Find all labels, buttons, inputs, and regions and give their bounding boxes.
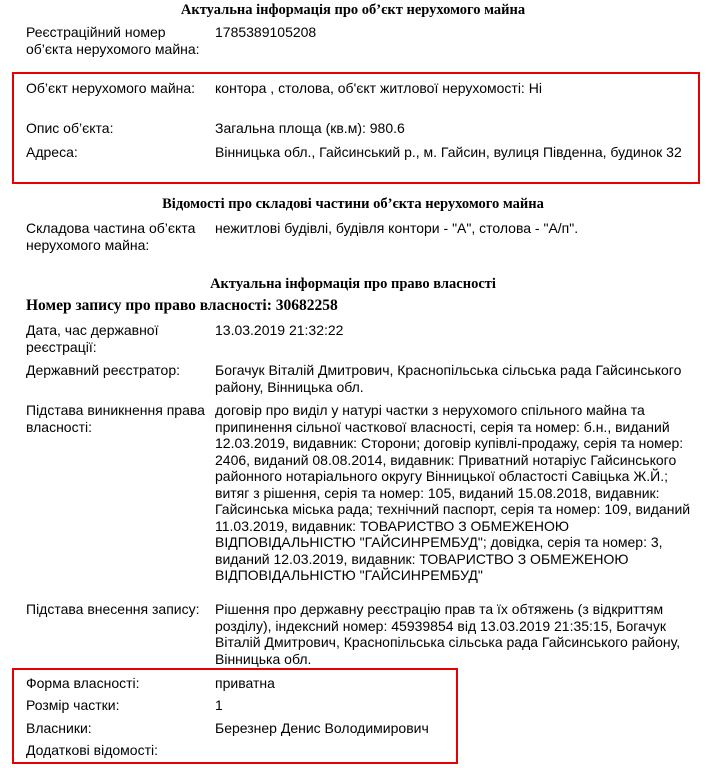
entry-basis-value: Рішення про державну реєстрацію прав та їх обтяжень (з відкриттям розділу), індексний номер: 45939854 від 13.03.2019 21:35:15, Богачук Віталій Дмитрович, Краснопільська сільська рада Гайсинського району, Вінницька обл. <box>215 601 681 667</box>
component-label: Складова частина об’єкта нерухомого майна: <box>26 220 196 253</box>
registrar-value: Богачук Віталій Дмитрович, Краснопільська сільська рада Гайсинського району, Вінницька обл. <box>215 362 682 395</box>
section-title-ownership: Актуальна інформація про право власності <box>210 276 496 292</box>
ownership-basis-label: Підстава виникнення права власності: <box>26 402 205 435</box>
address-value: Вінницька обл., Гайсинський р., м. Гайсин, вулиця Південна, будинок 32 <box>215 144 682 160</box>
description-value: Загальна площа (кв.м): 980.6 <box>215 120 405 136</box>
registration-date-label: Дата, час державної реєстрації: <box>26 322 159 355</box>
share-size-value: 1 <box>215 697 223 713</box>
section-title-object: Актуальна інформація про об’єкт нерухомого майна <box>180 2 526 18</box>
object-value: контора , столова, об'єкт житлової нерухомості: Ні <box>215 80 542 96</box>
object-label: Об’єкт нерухомого майна: <box>26 80 196 96</box>
reg-number-label: Реєстраційний номер об’єкта нерухомого майна: <box>26 24 200 57</box>
owners-label: Власники: <box>26 720 92 736</box>
registration-date-value: 13.03.2019 21:32:22 <box>215 322 344 338</box>
additional-info-label: Додаткові відомості: <box>26 742 159 758</box>
reg-number-value: 1785389105208 <box>215 24 317 40</box>
record-number: Номер запису про право власності: 30682258 <box>26 297 338 314</box>
section-title-components: Відомості про складові частини об’єкта нерухомого майна <box>162 196 544 212</box>
address-label: Адреса: <box>26 144 78 160</box>
ownership-basis-value: договір про виділ у натурі частки з нерухомого спільного майна та припинення сільної часткової власності, серія та номер: б.н., виданий 12.03.2019, видавник: Сторони; договір купівлі-продажу, серія та номер: 2406, виданий 08.08.2014, видавник: Приватний нотаріус Гайсинського районного нотаріального округу Вінницької областості Савіцька Ж.Й.; витяг з рішення, серія та номер: 105, виданий 15.08.2018, видавник: Гайсинська міська рада; технічний паспорт, серія та номер: 109, виданий 11.03.2019, видавник: ТОВАРИСТВО З ОБМЕЖЕНОЮ ВІДПОВІДАЛЬНІСТЮ "ГАЙСИНРЕМБУД"; довідка, серія та номер: 3, виданий 12.03.2019, видавник: ТОВАРИСТВО З ОБМЕЖЕНОЮ ВІДПОВІДАЛЬНІСТЮ "ГАЙСИНРЕМБУД" <box>215 402 691 583</box>
entry-basis-label: Підстава внесення запису: <box>26 601 200 617</box>
component-value: нежитлові будівлі, будівля контори - "А", столова - "А/п". <box>215 220 579 236</box>
registrar-label: Державний реєстратор: <box>26 362 181 378</box>
ownership-form-value: приватна <box>215 675 275 691</box>
share-size-label: Розмір частки: <box>26 697 120 713</box>
owners-value: Березнер Денис Володимирович <box>215 720 429 736</box>
description-label: Опис об’єкта: <box>26 120 114 136</box>
ownership-form-label: Форма власності: <box>26 675 140 691</box>
